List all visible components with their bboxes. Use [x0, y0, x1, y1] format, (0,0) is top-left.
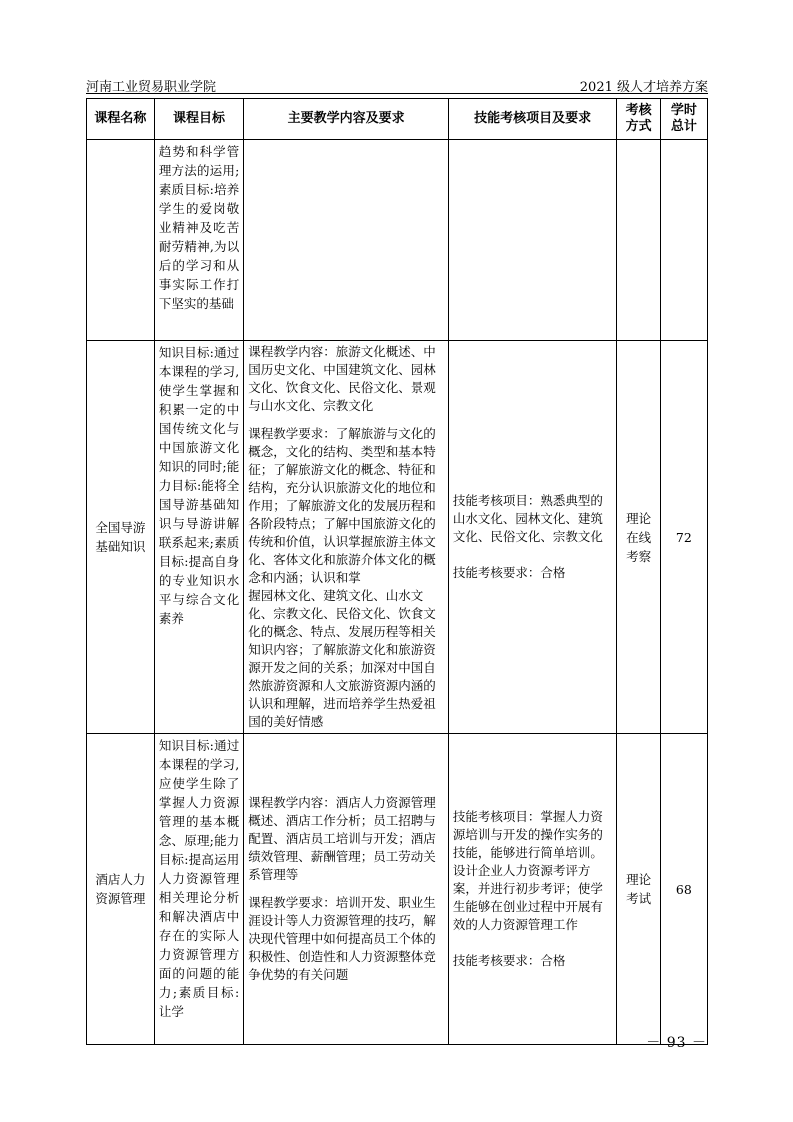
- table-row: [87, 734, 708, 1045]
- content-paragraph: 课程教学要求：了解旅游与文化的概念，文化的结构、类型和基本特征；了解旅游文化的概念、特征和结构，充分认识旅游文化的地位和作用；了解旅游文化的发展历程和各阶段特点；了解中国旅游文化的传统和价值，认识掌握旅游主体文化、客体文化和旅游介体文化的概念和内涵；认识和掌 握园林文化、建筑文化、山水文化、宗教文化、民俗文化、饮食文化的概念、特点、发展历程等相关知识内容；了解旅游文化和旅游资源开发之间的关系；加深对中国自然旅游资源和人文旅游资源内涵的认识和理解，进而培养学生热爱祖国的美好情感: [248, 426, 436, 729]
- content-cell: [244, 140, 449, 341]
- col-header-course-goal: 课程目标: [154, 99, 243, 140]
- curriculum-table: [86, 98, 708, 1045]
- course-name-cell: [87, 140, 155, 341]
- table-row: [87, 140, 708, 341]
- skill-paragraph: 技能考核要求：合格: [452, 565, 566, 580]
- exam-method-cell: 理论 在线 考察: [617, 341, 660, 734]
- col-header-exam-method: 考核 方式: [617, 99, 660, 140]
- skill-paragraph: 技能考核要求：合格: [452, 953, 566, 968]
- skill-paragraph: 技能考核项目：熟悉典型的山水文化、园林文化、建筑文化、民俗文化、宗教文化: [452, 493, 603, 544]
- content-cell: [244, 341, 449, 734]
- table-header-row: [87, 99, 708, 140]
- content-cell: [244, 734, 449, 1045]
- skill-cell: [448, 341, 617, 734]
- col-header-hours: 学时 总计: [660, 99, 707, 140]
- content-paragraph: 课程教学内容：旅游文化概述、中国历史文化、中国建筑文化、园林文化、饮食文化、民俗文化、景观与山水文化、宗教文化: [248, 344, 436, 413]
- skill-cell: [448, 140, 617, 341]
- col-header-content: 主要教学内容及要求: [244, 99, 449, 140]
- page-number: － 93 －: [646, 1035, 707, 1051]
- content-paragraph: 课程教学要求：培训开发、职业生涯设计等人力资源管理的技巧，解决现代管理中如何提高员工个体的积极性、创造性和人力资源整体竞争优势的有关问题: [248, 895, 436, 982]
- hours-cell: 68: [660, 734, 707, 1045]
- course-name-cell: 酒店人力 资源管理: [87, 734, 155, 1045]
- skill-paragraph: 技能考核项目：掌握人力资源培训与开发的操作实务的技能，能够进行简单培训。设计企业人力资源考评方案，并进行初步考评；使学生能够在创业过程中开展有效的人力资源管理工作: [452, 809, 603, 932]
- table-row: [87, 341, 708, 734]
- hours-cell: 72: [660, 341, 707, 734]
- hours-cell: [660, 140, 707, 341]
- header-rule: [86, 93, 708, 94]
- exam-method-cell: [617, 140, 660, 341]
- exam-method-cell: 理论 考试: [617, 734, 660, 1045]
- skill-cell: [448, 734, 617, 1045]
- course-goal-cell: 知识目标:通过本课程的学习,使学生掌握和积累一定的中国传统文化与中国旅游文化知识的同时;能力目标:能将全国导游基础知识与导游讲解联系起来;素质目标:提高自身的专业知识水平与综合文化素养: [154, 341, 243, 734]
- col-header-course-name: 课程名称: [87, 99, 155, 140]
- header-school-name: 河南工业贸易职业学院: [86, 80, 217, 95]
- course-name-cell: 全国导游 基础知识: [87, 341, 155, 734]
- col-header-skill: 技能考核项目及要求: [448, 99, 617, 140]
- course-goal-cell: 趋势和科学管理方法的运用;素质目标:培养学生的爱岗敬业精神及吃苦耐劳精神,为以后的学习和从事实际工作打下坚实的基础: [154, 140, 243, 341]
- header-document-title: 2021 级人才培养方案: [579, 80, 708, 95]
- course-goal-cell: 知识目标:通过本课程的学习,应使学生除了掌握人力资源管理的基本概念、原理;能力目标:提高运用人力资源管理相关理论分析和解决酒店中存在的实际人力资源管理方面的问题的能力;素质目标:让学: [154, 734, 243, 1045]
- content-paragraph: 课程教学内容：酒店人力资源管理概述、酒店工作分析；员工招聘与配置、酒店员工培训与开发；酒店绩效管理、薪酬管理；员工劳动关系管理等: [248, 795, 436, 882]
